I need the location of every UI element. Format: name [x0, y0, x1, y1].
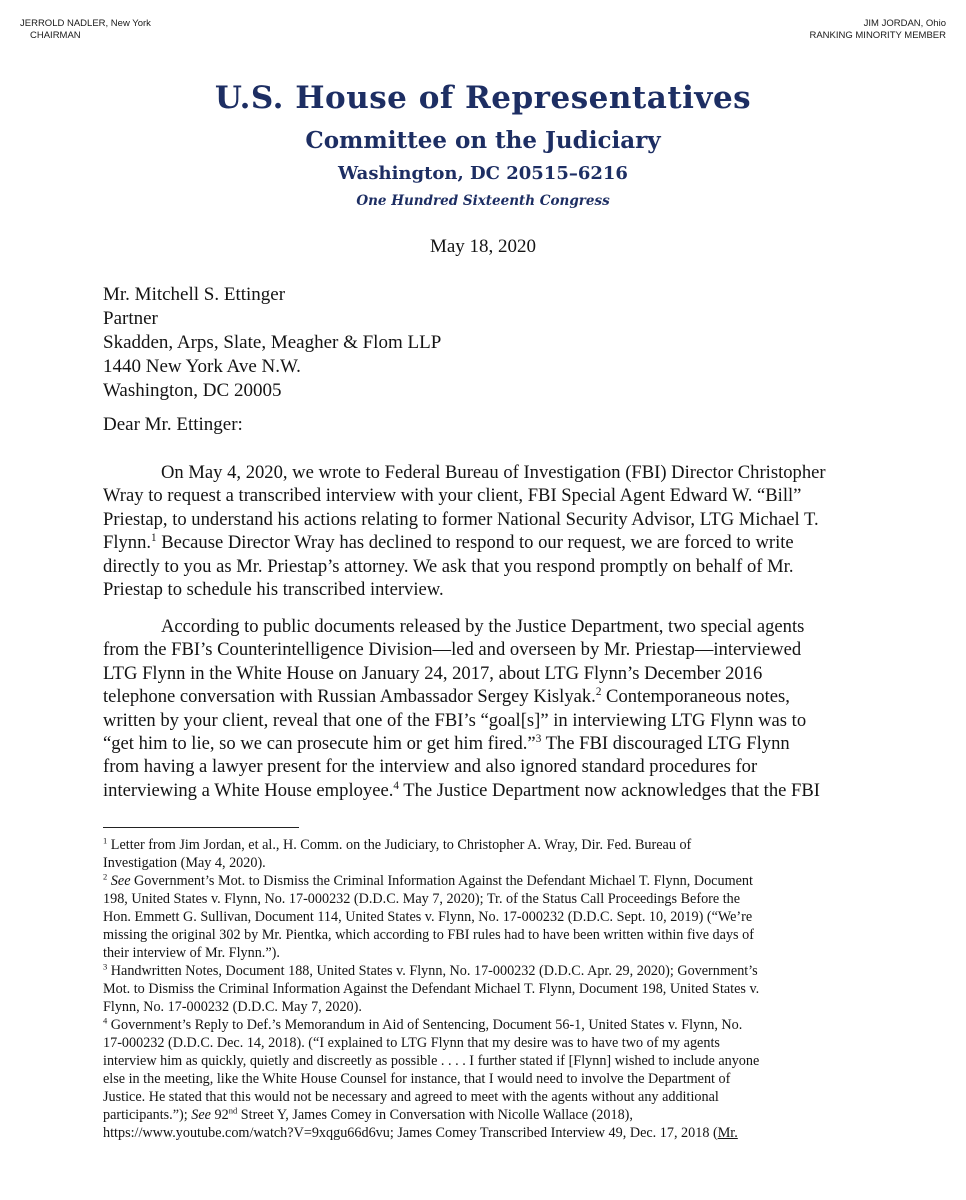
- footnote-1: [103, 836, 883, 872]
- text-line: LTG Flynn in the White House on January 24, 2017, about LTG Flynn’s December 2016: [103, 662, 763, 684]
- text-line: [103, 1016, 883, 1034]
- text-line: [103, 531, 881, 554]
- signal-see: See: [110, 873, 131, 889]
- ranking-member-header: [809, 18, 946, 42]
- text-line: [103, 836, 883, 854]
- text-segment: telephone conversation with Russian Ambassador Sergey Kislyak.: [103, 686, 596, 708]
- text-line: interview him as quickly, quietly and discreetly as possible . . . . I further stated if [Flynn] wished to include anyone: [103, 1053, 760, 1069]
- letterhead-address: Washington, DC 20515–6216: [338, 163, 628, 184]
- text-line: [103, 962, 883, 980]
- text-line: 198, United States v. Flynn, No. 17-000232 (D.D.C. May 7, 2020); Tr. of the Status Call Proceedings Before the: [103, 891, 741, 907]
- text-line: [103, 779, 881, 802]
- text-line: Investigation (May 4, 2020).: [103, 855, 266, 871]
- footnote-ref-1: 1: [151, 532, 157, 545]
- ordinal-suffix: nd: [228, 1105, 238, 1116]
- text-segment: Flynn.: [103, 532, 152, 554]
- text-line: [103, 732, 881, 755]
- text-line: [103, 872, 883, 890]
- letterhead-committee: Committee on the Judiciary: [305, 127, 661, 154]
- recipient-firm: Skadden, Arps, Slate, Meagher & Flom LLP: [103, 332, 442, 353]
- text-segment: https://www.youtube.com/watch?V=9xqgu66d6vu; James Comey Transcribed Interview 49, Dec. 17, 2018 (: [103, 1125, 718, 1141]
- ranking-member-title: RANKING MINORITY MEMBER: [809, 30, 946, 41]
- text-segment: “get him to lie, so we can prosecute him or get him fired.”: [103, 733, 536, 755]
- body-paragraph-1: [103, 461, 881, 601]
- ranking-member-name: JIM JORDAN, Ohio: [863, 18, 946, 29]
- text-line: [103, 1106, 883, 1124]
- text-line: Hon. Emmett G. Sullivan, Document 114, United States v. Flynn, No. 17-000232 (D.D.C. Sept. 10, 2019) (“We’re: [103, 909, 753, 925]
- chairman-name: JERROLD NADLER, New York: [20, 18, 151, 29]
- footnote-3: [103, 962, 883, 1016]
- chairman-header: [20, 18, 151, 42]
- underlined-link-text[interactable]: Mr.: [717, 1125, 738, 1141]
- text-line: Justice. He stated that this would not be necessary and agreed to meet with the agents without any additional: [103, 1089, 719, 1105]
- text-segment: 92: [210, 1107, 229, 1123]
- text-segment: Street Y, James Comey in Conversation with Nicolle Wallace (2018),: [237, 1107, 633, 1123]
- footnote-4: [103, 1016, 883, 1142]
- footnote-number: 3: [103, 961, 108, 972]
- text-segment: Contemporaneous notes,: [601, 686, 790, 708]
- footnotes: [103, 836, 883, 1142]
- text-segment: The FBI discouraged LTG Flynn: [541, 733, 790, 755]
- letterhead-congress: One Hundred Sixteenth Congress: [356, 193, 610, 209]
- text-line: Wray to request a transcribed interview with your client, FBI Special Agent Edward W. “Bill”: [103, 485, 802, 507]
- text-segment: Because Director Wray has declined to respond to our request, we are forced to write: [156, 532, 794, 554]
- text-segment: The Justice Department now acknowledges that the FBI: [398, 779, 820, 801]
- text-line: from the FBI’s Counterintelligence Division—led and overseen by Mr. Priestap—interviewed: [103, 639, 802, 661]
- text-line: Priestap, to understand his actions relating to former National Security Advisor, LTG Michael T.: [103, 508, 819, 530]
- footnote-ref-4: 4: [393, 779, 399, 792]
- footnote-2: [103, 872, 883, 962]
- text-line: Flynn, No. 17-000232 (D.D.C. May 7, 2020).: [103, 999, 362, 1015]
- letterhead-house: U.S. House of Representatives: [214, 80, 752, 116]
- recipient-street: 1440 New York Ave N.W.: [103, 356, 301, 377]
- chairman-title: CHAIRMAN: [30, 30, 81, 41]
- text-line: 17-000232 (D.D.C. Dec. 14, 2018). (“I explained to LTG Flynn that my desire was to have two of my agents: [103, 1035, 720, 1051]
- text-line: directly to you as Mr. Priestap’s attorney. We ask that you respond promptly on behalf of Mr.: [103, 555, 794, 577]
- text-segment: participants.”);: [103, 1107, 192, 1123]
- text-line: written by your client, reveal that one of the FBI’s “goal[s]” in interviewing LTG Flynn was to: [103, 709, 807, 731]
- text-line: According to public documents released by the Justice Department, two special agents: [161, 616, 805, 637]
- body-paragraph-2: [103, 615, 881, 802]
- letter-date: May 18, 2020: [429, 236, 537, 257]
- salutation: Dear Mr. Ettinger:: [103, 414, 243, 435]
- text-line: [103, 1124, 883, 1142]
- recipient-title: Partner: [103, 308, 158, 329]
- text-segment: interviewing a White House employee.: [103, 779, 394, 801]
- text-line: Mot. to Dismiss the Criminal Information Against the Defendant Michael T. Flynn, Document 198, United States v.: [103, 981, 760, 997]
- signal-see: See: [191, 1107, 211, 1123]
- footnote-divider: [103, 827, 299, 828]
- footnote-number: 1: [103, 835, 108, 846]
- recipient-name: Mr. Mitchell S. Ettinger: [103, 284, 286, 305]
- text-line: Priestap to schedule his transcribed interview.: [103, 579, 444, 601]
- recipient-address: [103, 283, 441, 403]
- text-line: On May 4, 2020, we wrote to Federal Bureau of Investigation (FBI) Director Christopher: [161, 462, 826, 483]
- footnote-ref-3: 3: [535, 732, 542, 745]
- footnote-ref-2: 2: [595, 686, 602, 699]
- text-line: else in the meeting, like the White House Counsel for instance, that I would need to involve the Department of: [103, 1071, 731, 1087]
- text-line: from having a lawyer present for the interview and also ignored standard procedures for: [103, 756, 758, 778]
- text-line: missing the original 302 by Mr. Pientka, which according to FBI rules had to have been written within five days of: [103, 927, 754, 943]
- text-segment: Handwritten Notes, Document 188, United States v. Flynn, No. 17-000232 (D.D.C. Apr. 29, 2020); Government’s: [107, 963, 758, 979]
- text-segment: Government’s Reply to Def.’s Memorandum in Aid of Sentencing, Document 56-1, United States v. Flynn, No.: [107, 1017, 743, 1033]
- text-line: [103, 685, 881, 708]
- recipient-city: Washington, DC 20005: [103, 380, 282, 401]
- text-segment: Letter from Jim Jordan, et al., H. Comm. on the Judiciary, to Christopher A. Wray, Dir. Fed. Bureau of: [107, 837, 692, 853]
- text-line: their interview of Mr. Flynn.”).: [103, 945, 280, 961]
- text-segment: Government’s Mot. to Dismiss the Criminal Information Against the Defendant Michael T. Flynn, Document: [130, 873, 753, 889]
- footnote-number: 4: [103, 1015, 108, 1026]
- footnote-number: 2: [103, 871, 108, 882]
